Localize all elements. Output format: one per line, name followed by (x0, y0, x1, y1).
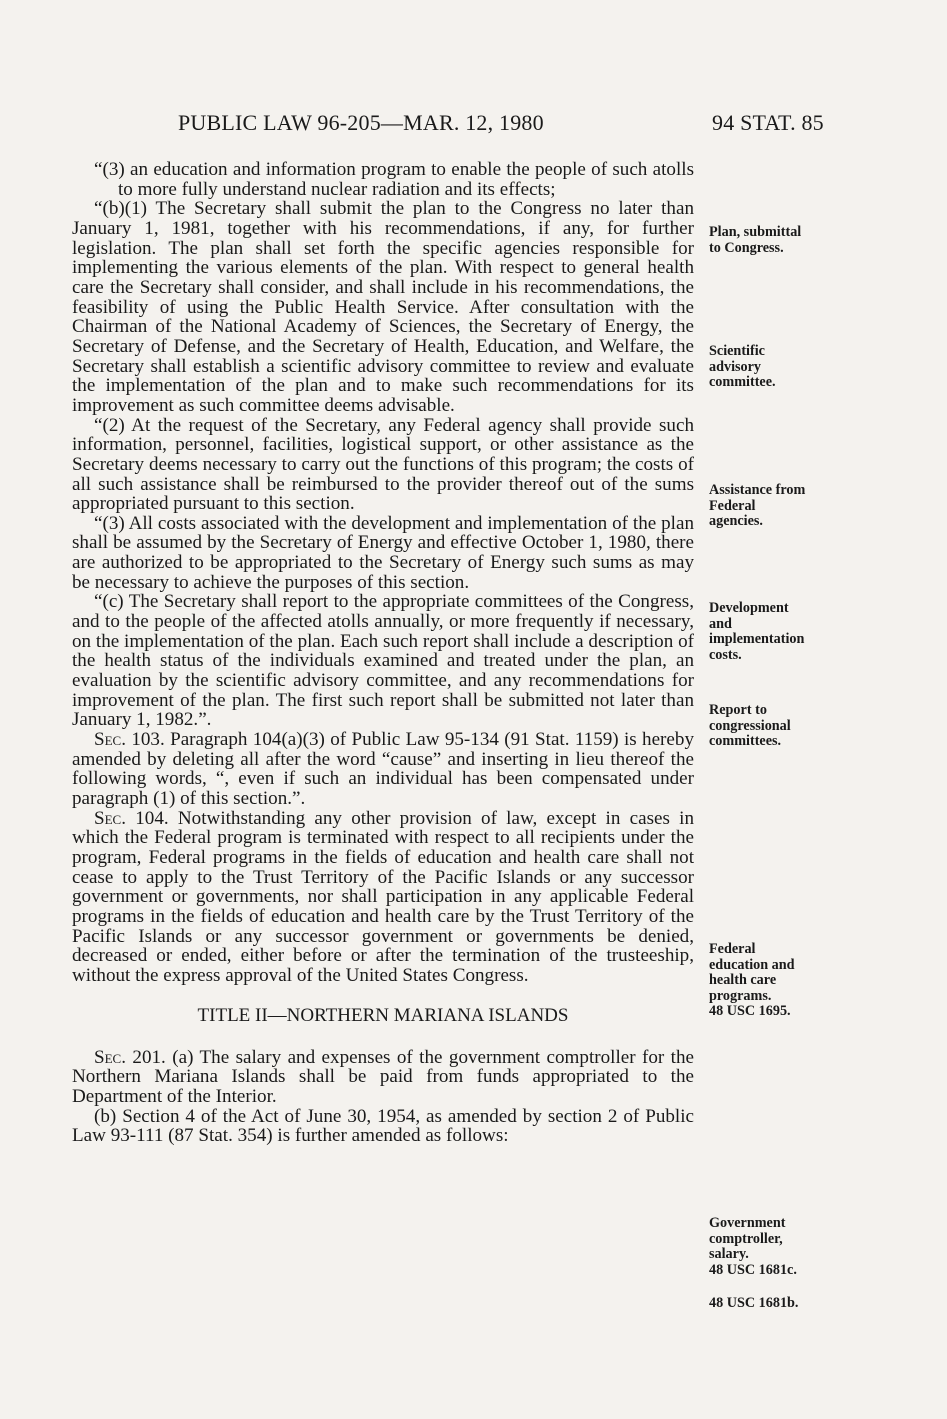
paragraph-sec-201a (72, 1048, 694, 1107)
margin-note-scientific-advisory: Scientific advisory committee. (709, 343, 776, 390)
paragraph-sec-103 (72, 730, 694, 809)
section-label: Sec. 103. (94, 729, 165, 751)
margin-note-federal-assistance: Assistance from Federal agencies. (709, 482, 806, 529)
margin-note-usc-1681b: 48 USC 1681b. (709, 1295, 799, 1311)
page-header-title: PUBLIC LAW 96-205—MAR. 12, 1980 (178, 110, 544, 135)
body-text (72, 160, 694, 1146)
paragraph-b3: “(3) All costs associated with the development and implementation of the plan shall be assumed by the Secretary of Energy and effective October 1, 1980, there are authorized to be appropriated to the Secretary of Energy such sums as may be necessary to achieve the purposes of this section. (72, 512, 694, 593)
section-label: Sec. 201. (94, 1046, 166, 1068)
title-ii-heading: TITLE II—NORTHERN MARIANA ISLANDS (197, 1004, 569, 1026)
margin-note-development-costs: Development and implementation costs. (709, 600, 805, 663)
paragraph-a3: “(3) an education and information program to enable the people of such atolls to more fully understand nuclear radiation and its effects; (94, 159, 694, 200)
paragraph-b2: “(2) At the request of the Secretary, any Federal agency shall provide such information, personnel, facilities, logistical support, or other assistance as the Secretary deems necessary to carry out the functions of this program; the costs of all such assistance shall be reimbursed to the provider thereof out of the sums appropriated pursuant to this section. (72, 414, 694, 515)
section-text: Notwithstanding any other provision of law, except in cases in which the Federal program is terminated with respect to all recipients under the program, Federal programs in the fields of education and health care shall not cease to apply to the Trust Territory of the Pacific Islands or any successor government or governments, nor shall participation in any applicable Federal programs in the fields of education and health care by the Trust Territory of the Pacific Islands or any successor government or governments be denied, decreased or ended, either before or after the termination of the trusteeship, without the express approval of the United States Congress. (72, 807, 694, 986)
page-header-stat: 94 STAT. 85 (712, 110, 824, 135)
section-text: Paragraph 104(a)(3) of Public Law 95-134 (91 Stat. 1159) is hereby amended by deleting all after the word “cause” and inserting in lieu thereof the following words, “, even if such an individual has been compensated under paragraph (1) of this section.”. (72, 729, 694, 809)
section-text: (a) The salary and expenses of the government comptroller for the Northern Mariana Islands shall be paid from funds appropriated to the Department of the Interior. (72, 1046, 694, 1107)
paragraph-b1: “(b)(1) The Secretary shall submit the plan to the Congress no later than January 1, 1981, together with his recommendations, if any, for further legislation. The plan shall set forth the specific agencies responsible for implementing the various elements of the plan. With respect to general health care the Secretary shall consider, and shall include in his recommendations, the feasibility of using the Public Health Service. After consultation with the Chairman of the National Academy of Sciences, the Secretary of Energy, the Secretary of Defense, and the Secretary of Health, Education, and Welfare, the Secretary shall establish a scientific advisory committee to review and evaluate the implementation of the plan and to make such recommendations for its improvement as such committee deems advisable. (72, 198, 694, 416)
margin-note-comptroller: Government comptroller, salary. 48 USC 1681c. (709, 1215, 797, 1278)
paragraph-sec-201b: (b) Section 4 of the Act of June 30, 1954, as amended by section 2 of Public Law 93-111 (87 Stat. 354) is further amended as follows: (72, 1105, 694, 1147)
section-label: Sec. 104. (94, 807, 169, 829)
margin-note-plan-submittal: Plan, submittal to Congress. (709, 224, 802, 256)
margin-note-federal-programs: Federal education and health care programs. 48 USC 1695. (709, 941, 795, 1019)
margin-note-report: Report to congressional committees. (709, 702, 791, 749)
paragraph-sec-104 (72, 809, 694, 986)
paragraph-c: “(c) The Secretary shall report to the appropriate committees of the Congress, and to the people of the affected atolls annually, or more frequently if necessary, on the implementation of the plan. Each such report shall include a description of the health status of the individuals examined and treated under the plan, an evaluation by the scientific advisory committee, and any recommendations for improvement of the plan. The first such report shall be submitted not later than January 1, 1982.”. (72, 591, 694, 731)
